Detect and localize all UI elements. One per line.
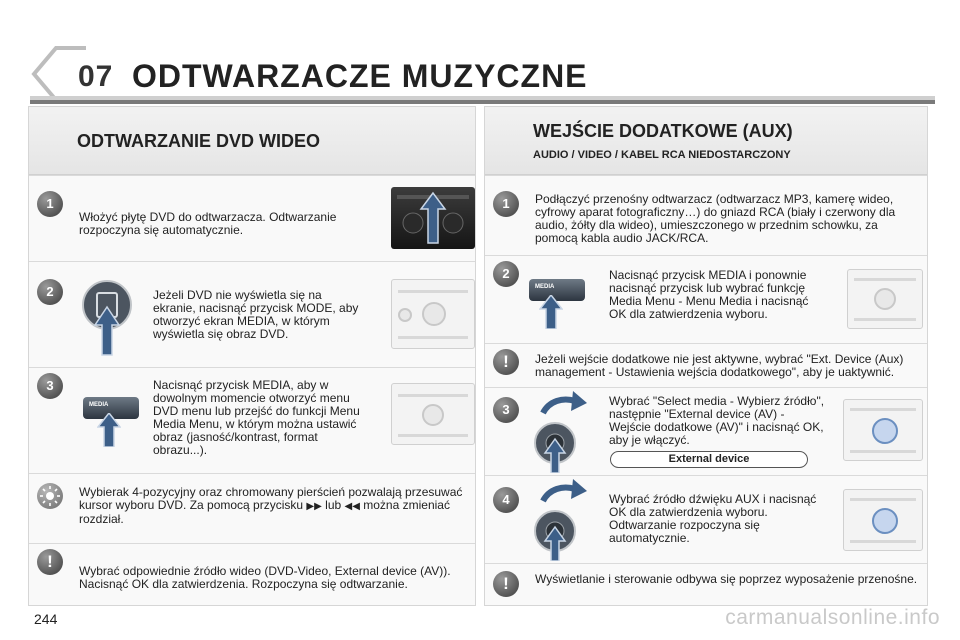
warning-icon: !: [493, 571, 519, 597]
radio-device-image: [391, 279, 475, 349]
step-badge: 2: [37, 279, 63, 305]
step-badge: 1: [493, 191, 519, 217]
sun-icon: [37, 483, 63, 509]
warning-text: Jeżeli wejście dodatkowe nie jest aktywne, wybrać "Ext. Device (Aux) management - Ustawienia wejścia dodatkowego", aby je uaktywnić.: [535, 352, 904, 379]
step-text: Podłączyć przenośny odtwarzacz (odtwarzacz MP3, kamerę wideo, cyfrowy aparat fotograficzny…) do gniazd RCA (biały i czerwony dla audio, żółty dla wideo), umieszczonego w przednim schowku, za pomocą kabla audio JACK/RCA.: [535, 192, 896, 245]
chapter-title: ODTWARZACZE MUZYCZNE: [132, 58, 588, 94]
tip-text-part: można zmieniać rozdział.: [79, 498, 450, 526]
tip-text-part: Wybierak 4-pozycyjny oraz chromowany pierścień pozwalają przesuwać kursor wyboru DVD. Za pomocą przycisku: [79, 485, 463, 512]
step-text: Jeżeli DVD nie wyświetla się na ekranie, nacisnąć przycisk MODE, aby otworzyć ekran MEDIA, w którym wyświetla się obraz DVD.: [153, 288, 359, 341]
previous-chapter-icon: ◀◀: [344, 501, 360, 512]
dvd-insert-icon: [391, 187, 475, 249]
step-text: Wybrać źródło dźwięku AUX i nacisnąć OK dla zatwierdzenia wyboru. Odtwarzanie rozpoczyna się automatycznie.: [609, 492, 817, 545]
step-badge: 3: [37, 373, 63, 399]
step-badge: 3: [493, 397, 519, 423]
header-rule: [30, 100, 935, 104]
media-button: MEDIA: [529, 279, 585, 301]
dvd-video-section: [28, 106, 476, 606]
warning-text: Wybrać odpowiednie źródło wideo (DVD-Video, External device (AV)). Nacisnąć OK dla zatwierdzenia. Rozpoczyna się odtwarzanie.: [79, 564, 451, 591]
mode-button-icon: [81, 279, 133, 357]
step-badge: 1: [37, 191, 63, 217]
warning-icon: !: [37, 549, 63, 575]
section-title: ODTWARZANIE DVD WIDEO: [77, 131, 320, 151]
tip-icon: [37, 483, 63, 509]
tip-text-part: lub: [325, 498, 342, 512]
radio-device-image: [843, 399, 923, 461]
media-button: MEDIA: [83, 397, 139, 419]
chapter-number: 07: [78, 60, 114, 93]
step-badge: 2: [493, 261, 519, 287]
step-text: Wybrać "Select media - Wybierz źródło", następnie "External device (AV) - Wejście dodatkowe (AV)" i nacisnąć OK, aby je włączyć.: [609, 394, 825, 447]
dvd-slot-device-image: [391, 187, 475, 249]
page-number: 244: [34, 611, 58, 627]
step-text: Nacisnąć przycisk MEDIA i ponownie nacisnąć przycisk lub wybrać funkcję Media Menu - Menu Media i nacisnąć OK dla zatwierdzenia wyboru.: [609, 268, 809, 321]
arrow-up-icon: [539, 295, 563, 329]
section-title: WEJŚCIE DODATKOWE (AUX): [533, 121, 793, 141]
rotary-selector-icon: [529, 477, 601, 561]
external-device-label: External device: [610, 451, 808, 468]
step-badge: 4: [493, 487, 519, 513]
radio-device-image: [391, 383, 475, 445]
aux-input-section: [484, 106, 928, 606]
warning-text: Wyświetlanie i sterowanie odbywa się poprzez wyposażenie przenośne.: [535, 572, 918, 586]
rotary-selector-icon: [529, 389, 601, 473]
step-text: Nacisnąć przycisk MEDIA, aby w dowolnym momencie otworzyć menu DVD menu lub przejść do funkcji Menu Media Menu, w którym można ustawić obraz (jasność/kontrast, format obrazu...).: [153, 378, 360, 457]
tip-text: [79, 486, 465, 526]
section-subtitle: AUDIO / VIDEO / KABEL RCA NIEDOSTARCZONY: [533, 149, 791, 161]
next-chapter-icon: ▶▶: [306, 501, 322, 512]
step-text: Włożyć płytę DVD do odtwarzacza. Odtwarzanie rozpoczyna się automatycznie.: [79, 210, 337, 237]
radio-device-image: [847, 269, 923, 329]
watermark: carmanualsonline.info: [725, 606, 940, 629]
warning-icon: !: [493, 349, 519, 375]
arrow-up-icon: [97, 413, 121, 447]
radio-device-image: [843, 489, 923, 551]
